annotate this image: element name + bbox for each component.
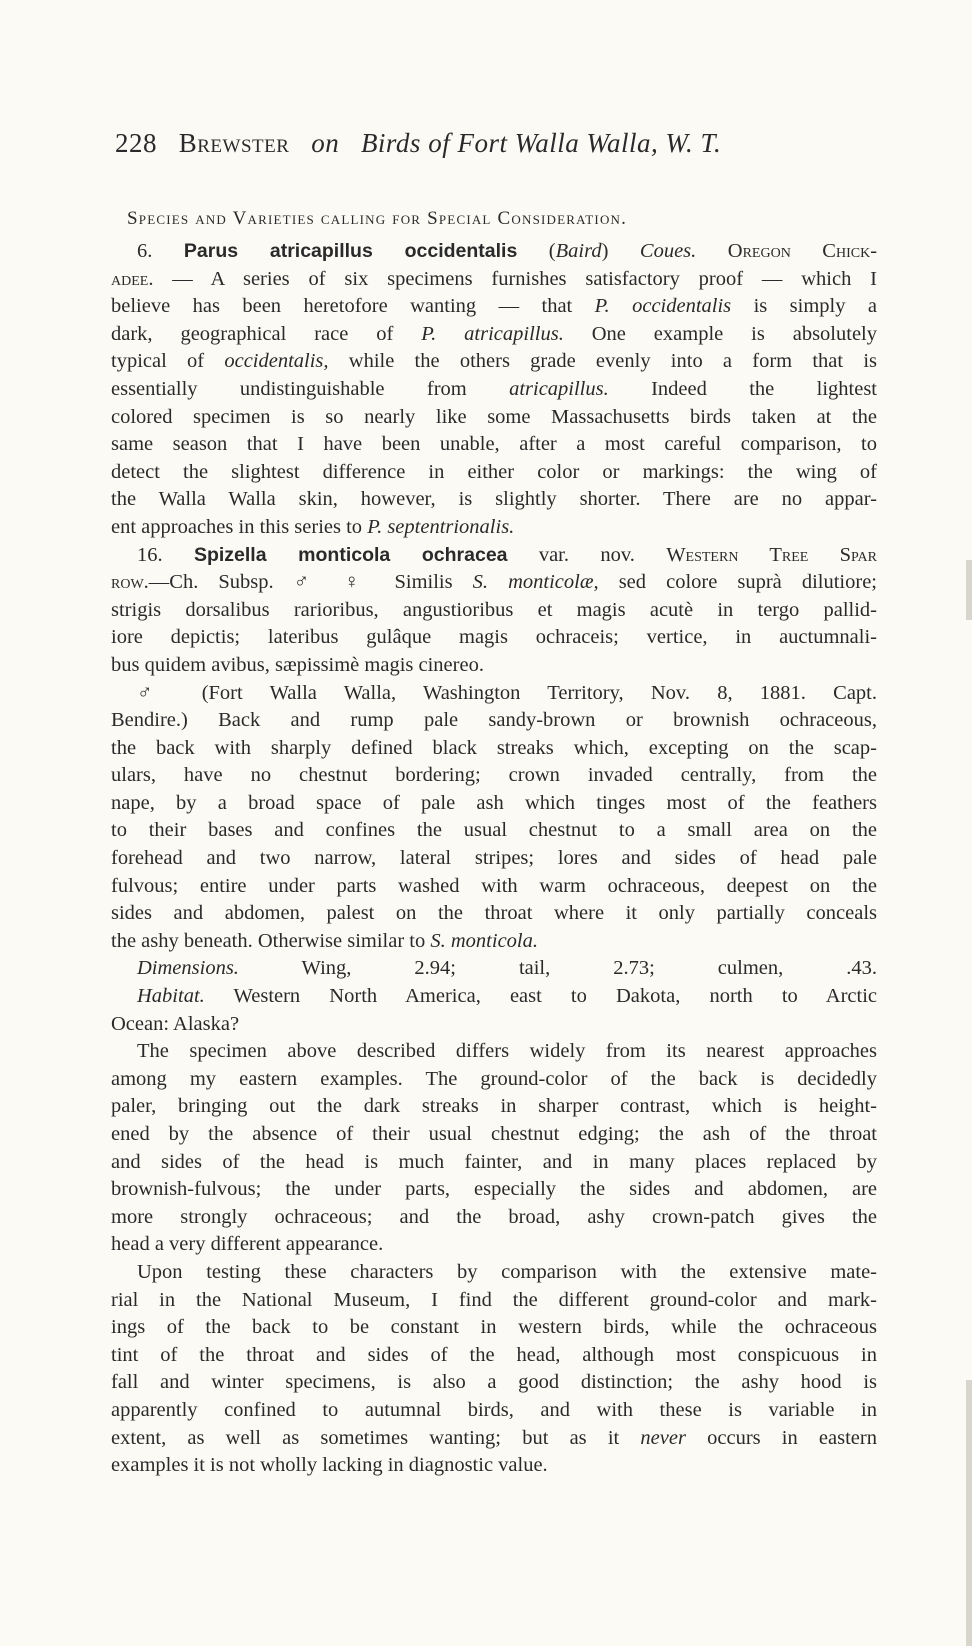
- text-run: ): [601, 240, 640, 262]
- italic-run: Baird: [555, 240, 602, 262]
- species-name: Spizella monticola ochracea: [193, 543, 508, 566]
- text-run: —Ch. Subsp. ♂ ♀ Similis: [148, 571, 473, 594]
- text-run: while the others grade evenly into a form that is: [328, 350, 877, 373]
- small-caps-run: row.: [111, 571, 149, 594]
- text-run: 16.: [137, 543, 194, 566]
- text-run: typical of: [111, 350, 225, 373]
- text-run: Western North America, east to Dakota, north to Arctic: [204, 985, 877, 1008]
- text-run: more strongly ochraceous; and the broad, ashy crown-patch gives the: [111, 1205, 877, 1228]
- text-line: [111, 1397, 877, 1425]
- text-line: [111, 1231, 877, 1259]
- text-run: the back with sharply defined black streaks which, excepting on the scap-: [111, 736, 877, 759]
- text-line: [111, 293, 877, 321]
- text-line: [111, 459, 877, 487]
- text-line: [111, 624, 877, 652]
- text-run: fall and winter specimens, is also a good distinction; the ashy hood is: [111, 1371, 877, 1394]
- text-line: [111, 1259, 877, 1287]
- text-line: [111, 542, 877, 570]
- text-run: the Walla Walla skin, however, is slightly shorter. There are no appar-: [111, 488, 877, 511]
- header-on: on: [311, 128, 340, 158]
- text-run: fulvous; entire under parts washed with warm ochraceous, deepest on the: [111, 874, 877, 897]
- text-run: strigis dorsalibus rarioribus, angustioribus et magis acutè in tergo pallid-: [111, 598, 877, 621]
- text-run: brownish-fulvous; the under parts, especially the sides and abdomen, are: [111, 1178, 877, 1201]
- italic-run: Habitat.: [137, 985, 205, 1008]
- text-line: [111, 321, 877, 349]
- text-line: [111, 1314, 877, 1342]
- text-line: [111, 569, 877, 597]
- text-run: iore depictis; lateribus gulâque magis ochraceis; vertice, in auctumnali-: [111, 626, 877, 649]
- text-line: [111, 900, 877, 928]
- text-line: [111, 486, 877, 514]
- running-header: [115, 128, 721, 159]
- text-run: Wing, 2.94; tail, 2.73; culmen, .43.: [238, 957, 877, 980]
- text-run: is simply a: [731, 295, 877, 318]
- text-run: apparently confined to autumnal birds, and with these is variable in: [111, 1398, 877, 1421]
- text-run: colored specimen is so nearly like some Massachusetts birds taken at the: [111, 405, 877, 428]
- text-line: [111, 376, 877, 404]
- text-line: [111, 790, 877, 818]
- text-line: [111, 238, 877, 266]
- text-run: ♂ (Fort Walla Walla, Washington Territory, Nov. 8, 1881. Capt.: [137, 681, 877, 704]
- page-edge-shadow: [966, 560, 972, 620]
- text-line: [111, 1149, 877, 1177]
- text-line: [111, 983, 877, 1011]
- italic-run: occidentalis,: [224, 350, 329, 373]
- text-run: rial in the National Museum, I find the different ground-color and mark-: [111, 1288, 877, 1311]
- text-run: and sides of the head is much fainter, and in many places replaced by: [111, 1150, 877, 1173]
- text-run: 6.: [137, 240, 184, 262]
- text-run: tint of the throat and sides of the head, although most conspicuous in: [111, 1343, 877, 1366]
- text-run: The specimen above described differs widely from its nearest approaches: [137, 1040, 877, 1063]
- text-run: head a very different appearance.: [111, 1233, 384, 1256]
- text-run: ulars, have no chestnut bordering; crown invaded centrally, from the: [111, 764, 877, 787]
- text-run: forehead and two narrow, lateral stripes; lores and sides of head pale: [111, 847, 877, 870]
- text-line: [111, 266, 877, 294]
- text-run: occurs in eastern: [685, 1426, 877, 1449]
- text-run: — A series of six specimens furnishes satisfactory proof — which I: [153, 267, 877, 290]
- text-line: [111, 652, 877, 680]
- text-line: [111, 1121, 877, 1149]
- text-run: ened by the absence of their usual chestnut edging; the ash of the throat: [111, 1123, 877, 1145]
- text-line: [111, 1176, 877, 1204]
- text-run: to their bases and confines the usual chestnut to a small area on the: [111, 819, 877, 842]
- text-line: [111, 404, 877, 432]
- text-line: [111, 817, 877, 845]
- header-author: Brewster: [178, 128, 290, 158]
- italic-run: P. occidentalis: [594, 295, 732, 318]
- text-run: ent approaches in this series to: [111, 515, 368, 538]
- text-line: [111, 597, 877, 625]
- text-run: var. nov.: [507, 543, 667, 566]
- text-run: [696, 240, 728, 262]
- text-line: [111, 431, 877, 459]
- text-run: examples it is not wholly lacking in diagnostic value.: [111, 1454, 548, 1477]
- text-run: Bendire.) Back and rump pale sandy-brown or brownish ochraceous,: [111, 709, 877, 732]
- text-run: Upon testing these characters by comparison with the extensive mate-: [137, 1260, 877, 1283]
- italic-run: P. septentrionalis.: [367, 515, 515, 538]
- text-line: [111, 845, 877, 873]
- text-run: bus quidem avibus, sæpissimè magis cinereo.: [111, 653, 484, 676]
- text-line: [111, 762, 877, 790]
- italic-run: S. monticola.: [430, 929, 538, 952]
- text-line: [111, 928, 877, 956]
- text-run: ings of the back to be constant in western birds, while the ochraceous: [111, 1316, 877, 1339]
- text-line: [111, 680, 877, 708]
- text-line: [111, 1452, 877, 1480]
- species-name: Parus atricapillus occidentalis: [183, 240, 518, 262]
- text-run: sed colore suprà dilutiore;: [598, 571, 877, 594]
- italic-run: never: [640, 1426, 686, 1449]
- text-line: [111, 1038, 877, 1066]
- text-line: [111, 1425, 877, 1453]
- page-number: 228: [115, 128, 157, 158]
- text-run: (: [517, 240, 556, 262]
- small-caps-run: adee.: [111, 267, 154, 290]
- page-edge-shadow: [966, 1380, 972, 1646]
- text-run: extent, as well as sometimes wanting; but as it: [111, 1426, 641, 1449]
- text-line: [111, 1011, 877, 1039]
- italic-run: S. monticolæ,: [472, 571, 599, 594]
- text-run: sides and abdomen, palest on the throat where it only partially conceals: [111, 902, 877, 925]
- text-line: [111, 735, 877, 763]
- text-run: the ashy beneath. Otherwise similar to: [111, 929, 431, 952]
- italic-run: Dimensions.: [137, 957, 239, 980]
- text-line: [111, 1204, 877, 1232]
- header-title: Birds of Fort Walla Walla, W. T.: [360, 128, 722, 158]
- italic-run: Coues.: [639, 240, 697, 262]
- text-line: [111, 348, 877, 376]
- small-caps-run: Western Tree Spar: [666, 543, 877, 566]
- text-line: [111, 707, 877, 735]
- text-run: paler, bringing out the dark streaks in sharper contrast, which is height-: [111, 1095, 877, 1118]
- text-line: [111, 1093, 877, 1121]
- text-run: Indeed the lightest: [608, 377, 877, 400]
- section-title: Species and Varieties calling for Special Consideration.: [127, 208, 628, 229]
- italic-run: atricapillus.: [509, 377, 609, 400]
- text-run: One example is absolutely: [563, 322, 877, 345]
- text-line: [111, 1066, 877, 1094]
- italic-run: P. atricapillus.: [421, 322, 564, 345]
- small-caps-run: Oregon Chick-: [727, 240, 877, 262]
- text-line: [111, 1342, 877, 1370]
- text-line: [111, 1287, 877, 1315]
- text-run: essentially undistinguishable from: [111, 377, 510, 400]
- text-run: dark, geographical race of: [111, 322, 422, 345]
- text-run: among my eastern examples. The ground-color of the back is decidedly: [111, 1067, 877, 1090]
- text-run: nape, by a broad space of pale ash which tinges most of the feathers: [111, 791, 877, 814]
- text-run: believe has been heretofore wanting — that: [111, 295, 595, 318]
- text-line: [111, 514, 877, 542]
- body-text: [111, 238, 877, 1480]
- text-line: [111, 1369, 877, 1397]
- text-run: Ocean: Alaska?: [111, 1012, 240, 1035]
- text-line: [111, 873, 877, 901]
- text-run: detect the slightest difference in either color or markings: the wing of: [111, 460, 877, 483]
- text-run: same season that I have been unable, after a most careful comparison, to: [111, 433, 877, 456]
- text-line: [111, 955, 877, 983]
